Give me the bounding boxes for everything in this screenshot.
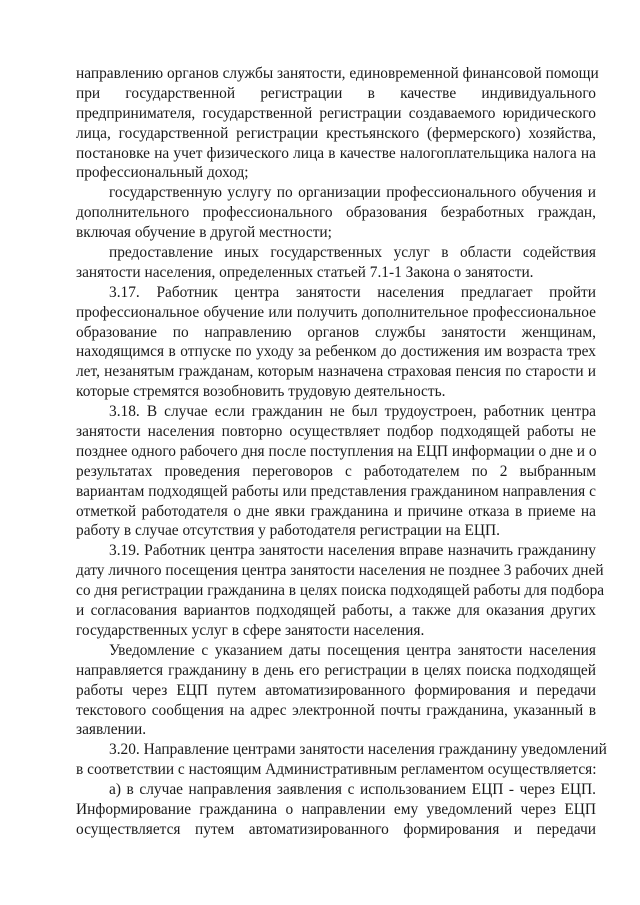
document-text-line: при государственной регистрации в качестве индивидуального	[76, 84, 596, 102]
document-text-line: дату личного посещения центра занятости населения не позднее 3 рабочих дней	[76, 562, 604, 580]
document-text-line: 3.17. Работник центра занятости населения предлагает пройти	[109, 283, 596, 301]
document-text-line: занятости населения, определенных статьей 7.1-1 Закона о занятости.	[76, 263, 534, 281]
document-text-line: занятости населения повторно осуществляет подбор подходящей работы не	[76, 423, 596, 441]
document-body-text	[76, 64, 607, 840]
document-text-line: 3.18. В случае если гражданин не был трудоустроен, работник центра	[109, 403, 596, 421]
document-text-line: работу в случае отсутствия у работодателя регистрации на ЕЦП.	[76, 522, 501, 540]
document-text-line: заявлении.	[76, 721, 147, 739]
document-text-line: направляется гражданину в день его регистрации в целях поиска подходящей	[76, 661, 596, 679]
document-text-line: дополнительного профессионального образования безработных граждан,	[76, 204, 596, 222]
document-text-line: которые стремятся возобновить трудовую деятельность.	[76, 383, 446, 401]
document-text-line: государственных услуг в сфере занятости населения.	[76, 621, 425, 639]
document-text-line: лица, государственной регистрации крестьянского (фермерского) хозяйства,	[76, 124, 596, 142]
document-text-line: находящимся в отпуске по уходу за ребенком до достижения им возраста трех	[76, 343, 596, 361]
document-text-line: образование по направлению органов службы занятости женщинам,	[76, 323, 596, 341]
document-text-line: 3.19. Работник центра занятости населения вправе назначить гражданину	[109, 542, 596, 560]
document-text-line: отметкой работодателя о дне явки гражданина и причине отказа в приеме на	[76, 502, 596, 520]
document-text-line: и согласования вариантов подходящей работы, а также для оказания других	[76, 602, 596, 620]
document-text-line: Информирование гражданина о направлении ему уведомлений через ЕЦП	[76, 800, 596, 818]
document-text-line: текстового сообщения на адрес электронной почты гражданина, указанный в	[76, 701, 596, 719]
document-text-line: постановке на учет физического лица в качестве налогоплательщика налога на	[76, 144, 596, 162]
document-text-line: предоставление иных государственных услуг в области содействия	[109, 244, 596, 262]
document-text-line: результатах проведения переговоров с работодателем по 2 выбранным	[76, 462, 596, 480]
document-text-line: включая обучение в другой местности;	[76, 224, 332, 242]
document-text-line: осуществляется путем автоматизированного формирования и передачи	[76, 820, 596, 838]
document-text-line: вариантам подходящей работы или представления гражданином направления с	[76, 482, 596, 500]
document-text-line: 3.20. Направление центрами занятости населения гражданину уведомлений	[109, 741, 607, 759]
document-text-line: со дня регистрации гражданина в целях поиска подходящей работы для подбора	[76, 582, 605, 600]
document-text-line: профессиональное обучение или получить дополнительное профессиональное	[76, 303, 596, 321]
document-text-line: государственную услугу по организации профессионального обучения и	[109, 184, 596, 202]
document-text-line: Уведомление с указанием даты посещения центра занятости населения	[109, 641, 596, 659]
document-text-line: а) в случае направления заявления с использованием ЕЦП - через ЕЦП.	[109, 781, 596, 799]
document-text-line: предпринимателя, государственной регистрации создаваемого юридического	[76, 104, 596, 122]
document-text-line: работы через ЕЦП путем автоматизированного формирования и передачи	[76, 681, 596, 699]
document-text-line: в соответствии с настоящим Административным регламентом осуществляется:	[76, 761, 597, 779]
document-text-line: направлению органов службы занятости, единовременной финансовой помощи	[76, 65, 599, 82]
document-text-line: позднее одного рабочего дня после поступления на ЕЦП информации о дне и о	[76, 442, 597, 460]
document-text-line: профессиональный доход;	[76, 164, 249, 182]
document-text-line: лет, незанятым гражданам, которым назначена страховая пенсия по старости и	[76, 363, 596, 381]
